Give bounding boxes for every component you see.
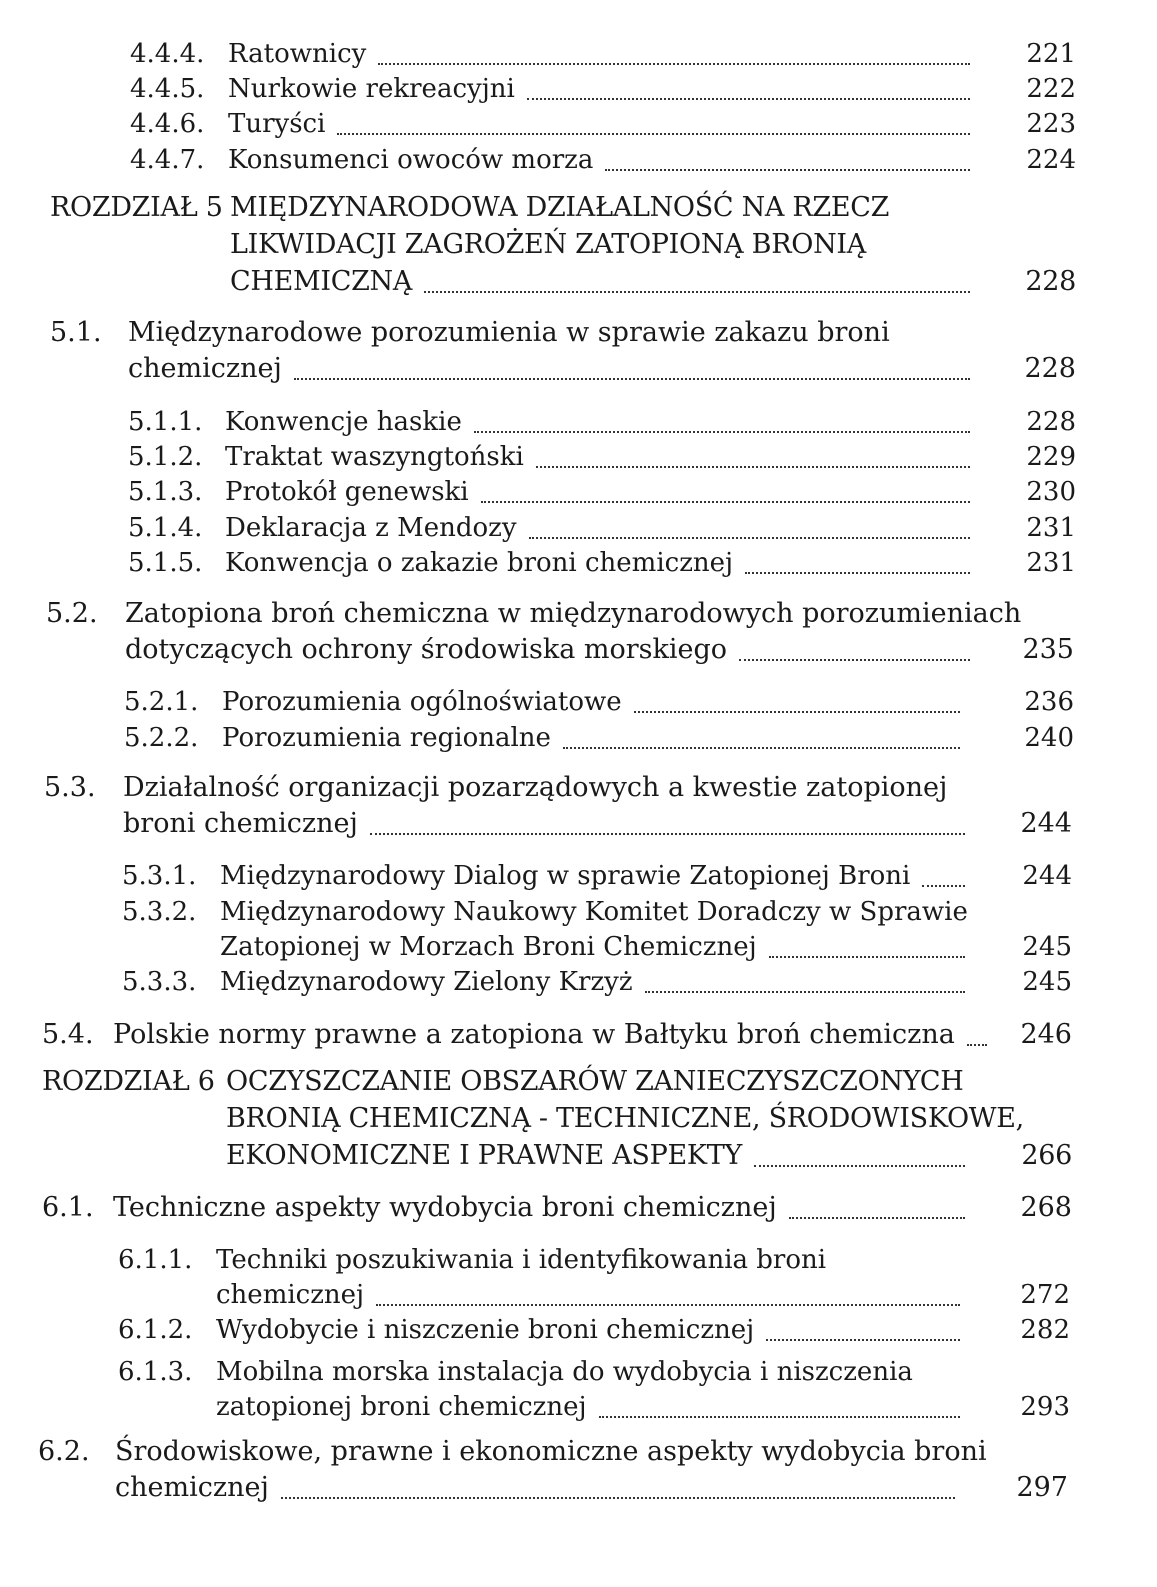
toc-entry-title: chemicznej — [216, 1280, 365, 1310]
dot-leader — [769, 956, 965, 958]
toc-page-number: 221 — [1026, 39, 1076, 69]
toc-page-number: 244 — [1020, 808, 1072, 839]
dot-leader — [967, 1044, 987, 1046]
toc-entry-number: 5.1.1. — [128, 407, 203, 437]
toc-entry-number: 5.2.1. — [124, 687, 199, 717]
dot-leader — [605, 169, 970, 171]
toc-entry-number: 4.4.5. — [130, 74, 205, 104]
toc-page-number: 222 — [1026, 74, 1076, 104]
toc-entry-number: 6.1.3. — [118, 1357, 193, 1387]
toc-entry[interactable] — [118, 1313, 1070, 1348]
toc-entry-title: Porozumienia ogólnoświatowe — [222, 687, 622, 717]
dot-leader — [634, 711, 960, 713]
dot-leader — [789, 1217, 965, 1219]
toc-page-number: 223 — [1026, 109, 1076, 139]
toc-entry[interactable] — [46, 596, 1074, 668]
toc-entry-title: Ratownicy — [228, 39, 367, 69]
toc-entry-title: Turyści — [228, 109, 326, 139]
dot-leader — [739, 659, 970, 661]
toc-entry-number: 5.3.1. — [122, 861, 197, 891]
dot-leader — [922, 885, 965, 887]
toc-entry-title: Porozumienia regionalne — [222, 723, 551, 753]
toc-entry-title: Mobilna morska instalacja do wydobycia i niszczenia — [216, 1357, 913, 1387]
toc-entry[interactable] — [122, 859, 1072, 894]
toc-entry[interactable] — [42, 1063, 1072, 1174]
toc-entry-title: Działalność organizacji pozarządowych a kwestie zatopionej — [123, 772, 948, 803]
dot-leader — [424, 291, 970, 293]
toc-entry-title: Międzynarodowy Naukowy Komitet Doradczy w Sprawie — [220, 897, 968, 927]
toc-entry[interactable] — [128, 405, 1076, 440]
toc-entry-title: Konsumenci owoców morza — [228, 145, 594, 175]
toc-page-number: 240 — [1024, 723, 1074, 753]
dot-leader — [294, 378, 970, 380]
toc-page-number: 236 — [1024, 687, 1074, 717]
toc-entry-title: zatopionej broni chemicznej — [216, 1392, 587, 1422]
toc-entry-title: LIKWIDACJI ZAGROŻEŃ ZATOPIONĄ BRONIĄ — [230, 229, 866, 260]
toc-entry-title: dotyczących ochrony środowiska morskiego — [125, 634, 728, 665]
toc-entry-title: Międzynarodowe porozumienia w sprawie zakazu broni — [128, 317, 890, 348]
toc-entry-number: 5.3.2. — [122, 897, 197, 927]
dot-leader — [378, 63, 970, 65]
toc-entry-title: Nurkowie rekreacyjni — [228, 74, 515, 104]
toc-entry-title: Środowiskowe, prawne i ekonomiczne aspekty wydobycia broni — [115, 1436, 987, 1467]
toc-entry-title: Wydobycie i niszczenie broni chemicznej — [216, 1315, 755, 1345]
toc-page-number: 228 — [1024, 353, 1076, 384]
dot-leader — [754, 1165, 965, 1167]
toc-entry-title: MIĘDZYNARODOWA DZIAŁALNOŚĆ NA RZECZ — [230, 192, 890, 223]
toc-entry-number: 5.2.2. — [124, 723, 199, 753]
toc-page-number: 293 — [1020, 1392, 1070, 1422]
toc-entry-title: OCZYSZCZANIE OBSZARÓW ZANIECZYSZCZONYCH — [226, 1066, 964, 1097]
toc-entry-number: 4.4.6. — [130, 109, 205, 139]
toc-page-number: 266 — [1021, 1140, 1072, 1171]
toc-page-number: 245 — [1022, 967, 1072, 997]
toc-entry-number: 6.1.1. — [118, 1245, 193, 1275]
toc-entry-number: ROZDZIAŁ 6 — [42, 1066, 215, 1097]
toc-entry[interactable] — [42, 1017, 1072, 1053]
toc-entry[interactable] — [44, 770, 1072, 842]
dot-leader — [527, 98, 970, 100]
toc-page-number: 224 — [1026, 145, 1076, 175]
toc-entry-number: 5.4. — [42, 1019, 94, 1050]
toc-entry-title: Konwencja o zakazie broni chemicznej — [225, 548, 734, 578]
toc-page-number: 244 — [1022, 861, 1072, 891]
toc-entry[interactable] — [122, 895, 1072, 965]
toc-entry-title: Deklaracja z Mendozy — [225, 513, 517, 543]
toc-page-number: 268 — [1020, 1192, 1072, 1223]
dot-leader — [645, 991, 965, 993]
toc-entry-title: Techniczne aspekty wydobycia broni chemicznej — [113, 1192, 777, 1223]
toc-entry[interactable] — [124, 685, 1074, 720]
toc-page-number: 231 — [1026, 548, 1076, 578]
dot-leader — [745, 572, 970, 574]
toc-entry[interactable] — [128, 511, 1076, 546]
dot-leader — [281, 1497, 955, 1499]
toc-entry[interactable] — [50, 315, 1076, 387]
toc-entry[interactable] — [130, 37, 1076, 72]
toc-page-number: 228 — [1026, 407, 1076, 437]
toc-page-number: 229 — [1026, 442, 1076, 472]
toc-entry[interactable] — [118, 1355, 1070, 1425]
toc-entry[interactable] — [50, 189, 1076, 300]
toc-entry-title: Protokół genewski — [225, 477, 469, 507]
toc-page-number: 228 — [1025, 266, 1076, 297]
toc-entry-title: broni chemicznej — [123, 808, 358, 839]
toc-entry-title: Techniki poszukiwania i identyfikowania broni — [216, 1245, 827, 1275]
toc-entry[interactable] — [38, 1434, 1068, 1506]
toc-entry-number: 5.1.2. — [128, 442, 203, 472]
toc-entry[interactable] — [124, 721, 1074, 756]
toc-entry-number: 6.1.2. — [118, 1315, 193, 1345]
toc-entry-number: 5.2. — [46, 598, 98, 629]
dot-leader — [599, 1416, 960, 1418]
toc-entry-title: CHEMICZNĄ — [230, 266, 413, 297]
toc-entry-number: 5.1.4. — [128, 513, 203, 543]
toc-entry-title: Konwencje haskie — [225, 407, 462, 437]
toc-entry[interactable] — [122, 965, 1072, 1000]
toc-page-number: 245 — [1022, 932, 1072, 962]
toc-page-number: 230 — [1026, 477, 1076, 507]
toc-entry-title: chemicznej — [115, 1472, 269, 1503]
dot-leader — [337, 133, 970, 135]
dot-leader — [766, 1339, 960, 1341]
toc-entry-title: Międzynarodowy Zielony Krzyż — [220, 967, 633, 997]
toc-page-number: 282 — [1020, 1315, 1070, 1345]
toc-entry-number: 5.1. — [50, 317, 102, 348]
toc-entry-number: 4.4.7. — [130, 145, 205, 175]
toc-entry-number: 6.1. — [42, 1192, 94, 1223]
toc-entry[interactable] — [128, 546, 1076, 581]
toc-entry-title: Polskie normy prawne a zatopiona w Bałtyku broń chemiczna — [113, 1019, 955, 1050]
dot-leader — [563, 747, 960, 749]
toc-entry[interactable] — [118, 1243, 1070, 1313]
toc-entry-number: ROZDZIAŁ 5 — [50, 192, 223, 223]
dot-leader — [376, 1304, 960, 1306]
toc-page-number: 231 — [1026, 513, 1076, 543]
dot-leader — [529, 537, 970, 539]
toc-entry-number: 5.3.3. — [122, 967, 197, 997]
toc-page-number: 272 — [1020, 1280, 1070, 1310]
toc-entry-number: 5.3. — [44, 772, 96, 803]
toc-entry[interactable] — [128, 440, 1076, 475]
toc-entry-number: 6.2. — [38, 1436, 90, 1467]
toc-entry[interactable] — [42, 1190, 1072, 1226]
toc-entry[interactable] — [130, 143, 1076, 178]
toc-entry-number: 5.1.5. — [128, 548, 203, 578]
toc-entry[interactable] — [128, 475, 1076, 510]
toc-entry-number: 5.1.3. — [128, 477, 203, 507]
toc-page-number: 297 — [1016, 1472, 1068, 1503]
toc-page-number: 235 — [1022, 634, 1074, 665]
toc-entry[interactable] — [130, 107, 1076, 142]
toc-entry-title: chemicznej — [128, 353, 282, 384]
dot-leader — [481, 501, 970, 503]
toc-entry-title: Międzynarodowy Dialog w sprawie Zatopionej Broni — [220, 861, 911, 891]
toc-entry-title: BRONIĄ CHEMICZNĄ - TECHNICZNE, ŚRODOWISKOWE, — [226, 1103, 1024, 1134]
toc-entry-title: EKONOMICZNE I PRAWNE ASPEKTY — [226, 1140, 742, 1171]
toc-entry-title: Zatopionej w Morzach Broni Chemicznej — [220, 932, 757, 962]
dot-leader — [474, 431, 970, 433]
dot-leader — [536, 466, 970, 468]
toc-entry-number: 4.4.4. — [130, 39, 205, 69]
toc-entry-title: Zatopiona broń chemiczna w międzynarodowych porozumieniach — [125, 598, 1022, 629]
dot-leader — [370, 833, 965, 835]
toc-entry-title: Traktat waszyngtoński — [225, 442, 524, 472]
toc-page-number: 246 — [1020, 1019, 1072, 1050]
toc-entry[interactable] — [130, 72, 1076, 107]
